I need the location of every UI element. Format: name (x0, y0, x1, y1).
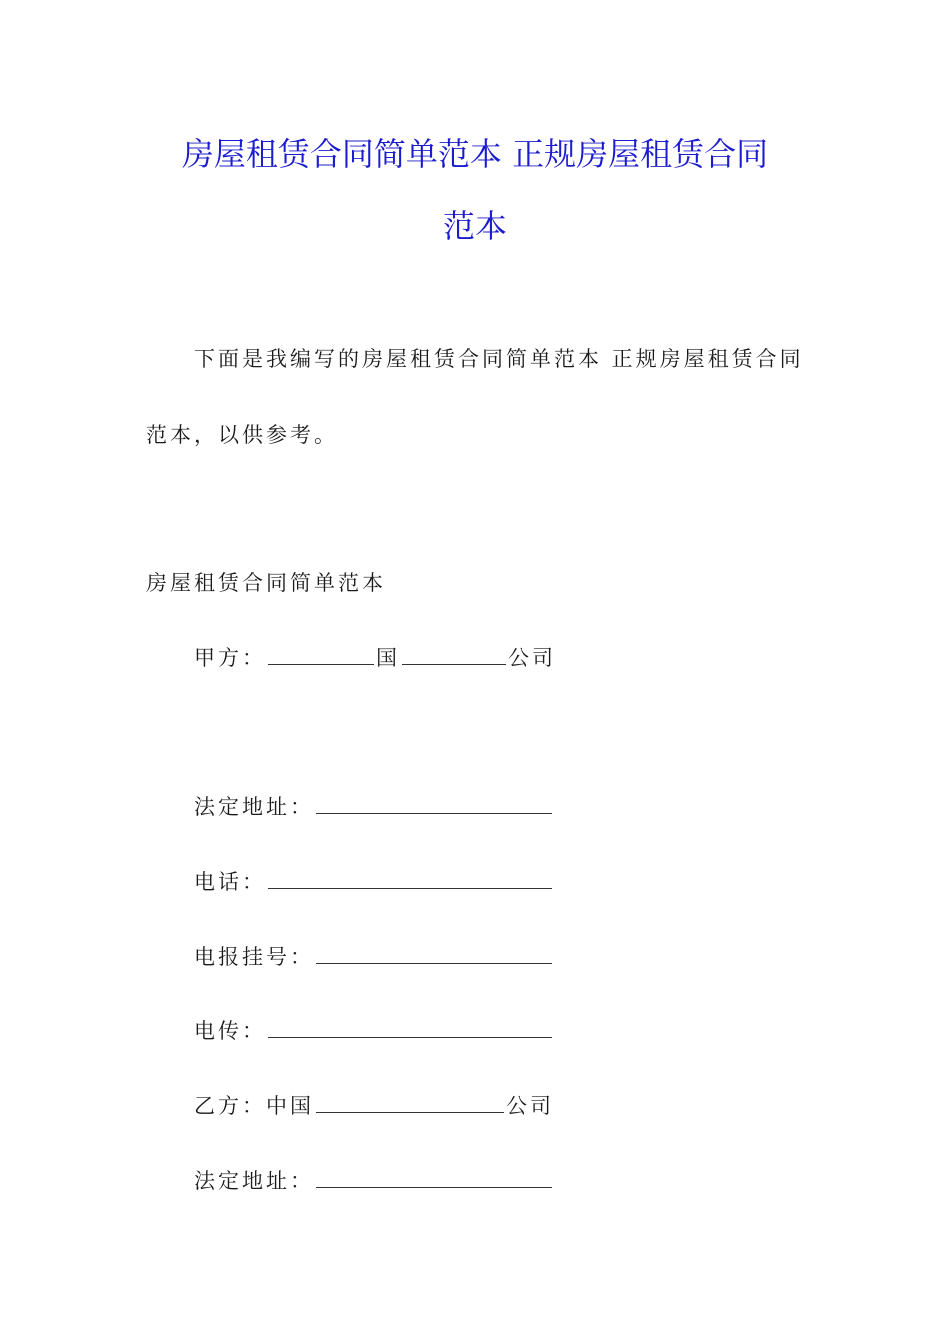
party-a-phone-blank (268, 868, 552, 889)
party-a-company-blank (402, 644, 506, 665)
party-a-fax-label: 电传： (194, 1019, 266, 1043)
document-title-line-1: 房屋租赁合同简单范本 正规房屋租赁合同 (181, 135, 769, 173)
party-a-country-blank (268, 644, 374, 665)
party-a-address-row (194, 793, 554, 821)
party-a-row (194, 644, 556, 672)
party-a-fax-row (194, 1017, 554, 1045)
party-b-label: 乙方：中国 (194, 1094, 314, 1118)
party-a-telegraph-label: 电报挂号： (194, 945, 314, 969)
party-a-phone-row (194, 868, 554, 896)
party-b-address-blank (316, 1167, 552, 1188)
party-a-phone-label: 电话： (194, 870, 266, 894)
party-b-address-row (194, 1167, 554, 1195)
party-b-suffix: 公司 (506, 1094, 554, 1118)
party-a-telegraph-row (194, 943, 554, 971)
section-heading: 房屋租赁合同简单范本 (146, 571, 386, 595)
party-b-address-label: 法定地址： (194, 1169, 314, 1193)
intro-line-2: 范本，以供参考。 (146, 423, 338, 447)
party-a-address-blank (316, 793, 552, 814)
party-b-row (194, 1092, 554, 1120)
party-b-company-blank (316, 1092, 504, 1113)
party-a-mid: 国 (376, 646, 400, 670)
party-a-label: 甲方： (194, 646, 266, 670)
party-a-telegraph-blank (316, 943, 552, 964)
party-a-address-label: 法定地址： (194, 795, 314, 819)
intro-line-1: 下面是我编写的房屋租赁合同简单范本 正规房屋租赁合同 (194, 347, 804, 371)
document-title-line-2: 范本 (442, 207, 507, 245)
party-a-fax-blank (268, 1017, 552, 1038)
party-a-suffix: 公司 (508, 646, 556, 670)
